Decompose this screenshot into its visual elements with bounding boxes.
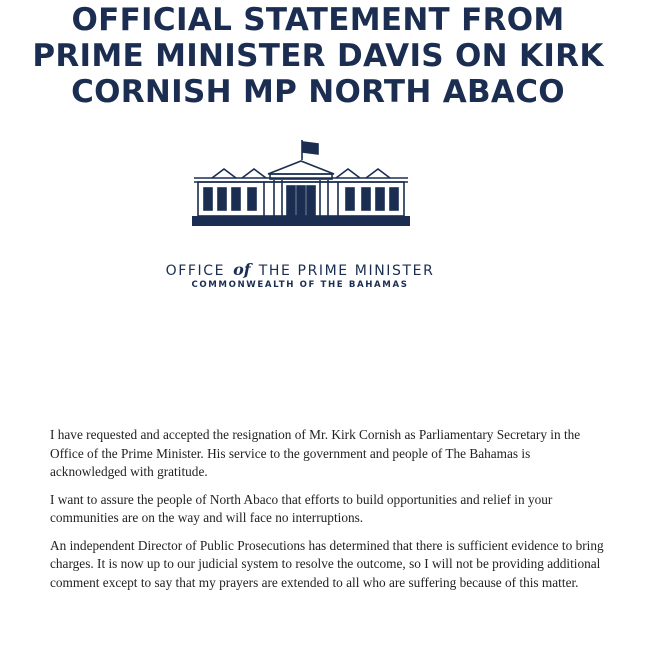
statement-paragraph-2: I want to assure the people of North Abaco that efforts to build opportunities and relief in your communities are on the way and will face no interruptions.	[50, 491, 553, 525]
headline-line-3: CORNISH MP NORTH ABACO	[71, 74, 565, 110]
statement-paragraph-3: An independent Director of Public Prosecutions has determined that there is sufficient evidence to bring charges. It is now up to our judicial system to resolve the outcome, so I will not be providing additional comment except to say that my prayers are extended to all who are suffering because of this matter.	[50, 537, 604, 590]
statement-paragraph-1: I have requested and accepted the resignation of Mr. Kirk Cornish as Parliamentary Secretary in the Office of the Prime Minister. His service to the government and people of The Bahamas is acknowledged with gratitude.	[50, 427, 581, 479]
office-title	[150, 260, 450, 279]
headline-line-2: PRIME MINISTER DAVIS ON KIRK	[32, 38, 604, 74]
headline-line-1: OFFICIAL STATEMENT FROM	[71, 2, 565, 38]
statement-body	[50, 426, 610, 601]
government-building-icon	[190, 138, 412, 230]
headline	[18, 2, 618, 110]
office-title-of: of	[233, 260, 251, 279]
office-subtitle: COMMONWEALTH OF THE BAHAMAS	[191, 280, 409, 290]
office-title-part-2: THE PRIME MINISTER	[258, 263, 435, 279]
office-title-part-1: OFFICE	[165, 263, 226, 279]
